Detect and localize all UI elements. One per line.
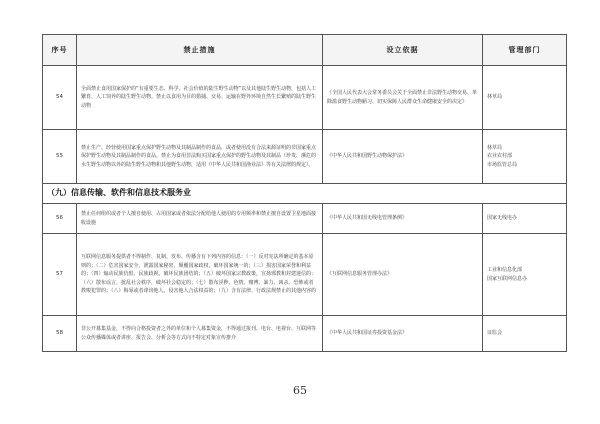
table-row bbox=[43, 130, 567, 184]
row-serial: 56 bbox=[43, 204, 77, 234]
table-row bbox=[43, 66, 567, 130]
row-department: 林草局 农业农村部 市场监管总局 bbox=[483, 130, 567, 184]
row-serial: 58 bbox=[43, 316, 77, 352]
table-row bbox=[43, 204, 567, 234]
row-department: 证监会 bbox=[483, 316, 567, 352]
row-measure: 禁止生产、经营使用国家重点保护野生动物及其制品制作的食品，或者使用没有合法来源证明的非国家重点保护野生动物及其制品制作的食品。禁止为食用非法购买国家重点保护的野生动物及其制品（珍贵、濒危的水生野生动物以外的陆生野生动物和其他野生动物，适用《中华人民共和国渔业法》等有关法律的规定）。 bbox=[77, 130, 323, 184]
row-department: 国家无线电办 bbox=[483, 204, 567, 234]
table-row bbox=[43, 316, 567, 352]
row-basis: 《中华人民共和国证券投资基金法》 bbox=[323, 316, 483, 352]
row-serial: 57 bbox=[43, 234, 77, 316]
prohibition-table bbox=[42, 34, 567, 352]
row-measure: 禁止任何组织或者个人擅自使用、占用国家或者依法分配给他人使用的专用频率和禁止擅自设置卫星地面接收设施 bbox=[77, 204, 323, 234]
header-serial: 序号 bbox=[43, 35, 77, 66]
row-serial: 54 bbox=[43, 66, 77, 130]
table-header-row bbox=[43, 35, 567, 66]
row-serial: 55 bbox=[43, 130, 77, 184]
row-department: 工业和信息化部 国家互联网信息办 bbox=[483, 234, 567, 316]
header-measure: 禁止措施 bbox=[77, 35, 323, 66]
row-measure: 互联网信息服务提供者不得制作、复制、发布、传播含有下列内容的信息：（一）反对宪法所确定的基本原则的；（二）危害国家安全，泄露国家秘密，颠覆国家政权，破坏国家统一的；（三）损害国家荣誉和利益的；（四）煽动民族仇恨、民族歧视，破坏民族团结的；（五）破坏国家宗教政策，宣扬邪教和封建迷信的；（六）散布谣言，扰乱社会秩序，破坏社会稳定的；（七）散布淫秽、色情、赌博、暴力、凶杀、恐怖或者教唆犯罪的；（八）侮辱或者诽谤他人，侵害他人合法权益的；（九）含有法律、行政法规禁止的其他内容的 bbox=[77, 234, 323, 316]
row-basis: 《中华人民共和国野生动物保护法》 bbox=[323, 130, 483, 184]
category-row bbox=[43, 184, 567, 204]
category-title: （九）信息传输、软件和信息技术服务业 bbox=[43, 184, 567, 204]
row-basis: 《中华人民共和国无线电管理条例》 bbox=[323, 204, 483, 234]
row-measure: 全面禁止食用国家保护的“有重要生态、科学、社会价值的陆生野生动物”以及其他陆生野生动物，包括人工繁育、人工饲养的陆生野生动物。禁止以食用为目的猎捕、交易、运输在野外环境自然生长繁殖的陆生野生动物 bbox=[77, 66, 323, 130]
row-basis: 《全国人民代表大会常务委员会关于全面禁止非法野生动物交易、革除滥食野生动物陋习、切实保障人民群众生命健康安全的决定》 bbox=[323, 66, 483, 130]
row-basis: 《互联网信息服务管理办法》 bbox=[323, 234, 483, 316]
table-row bbox=[43, 234, 567, 316]
row-measure: 非公开募集基金，不得向合格投资者之外的单位和个人募集资金，不得通过报刊、电台、电视台、互联网等公众传播媒体或者讲座、报告会、分析会等方式向不特定对象宣传推介 bbox=[77, 316, 323, 352]
header-department: 管理部门 bbox=[483, 35, 567, 66]
header-basis: 设立依据 bbox=[323, 35, 483, 66]
page-number: 65 bbox=[293, 384, 307, 397]
row-department: 林草局 bbox=[483, 66, 567, 130]
